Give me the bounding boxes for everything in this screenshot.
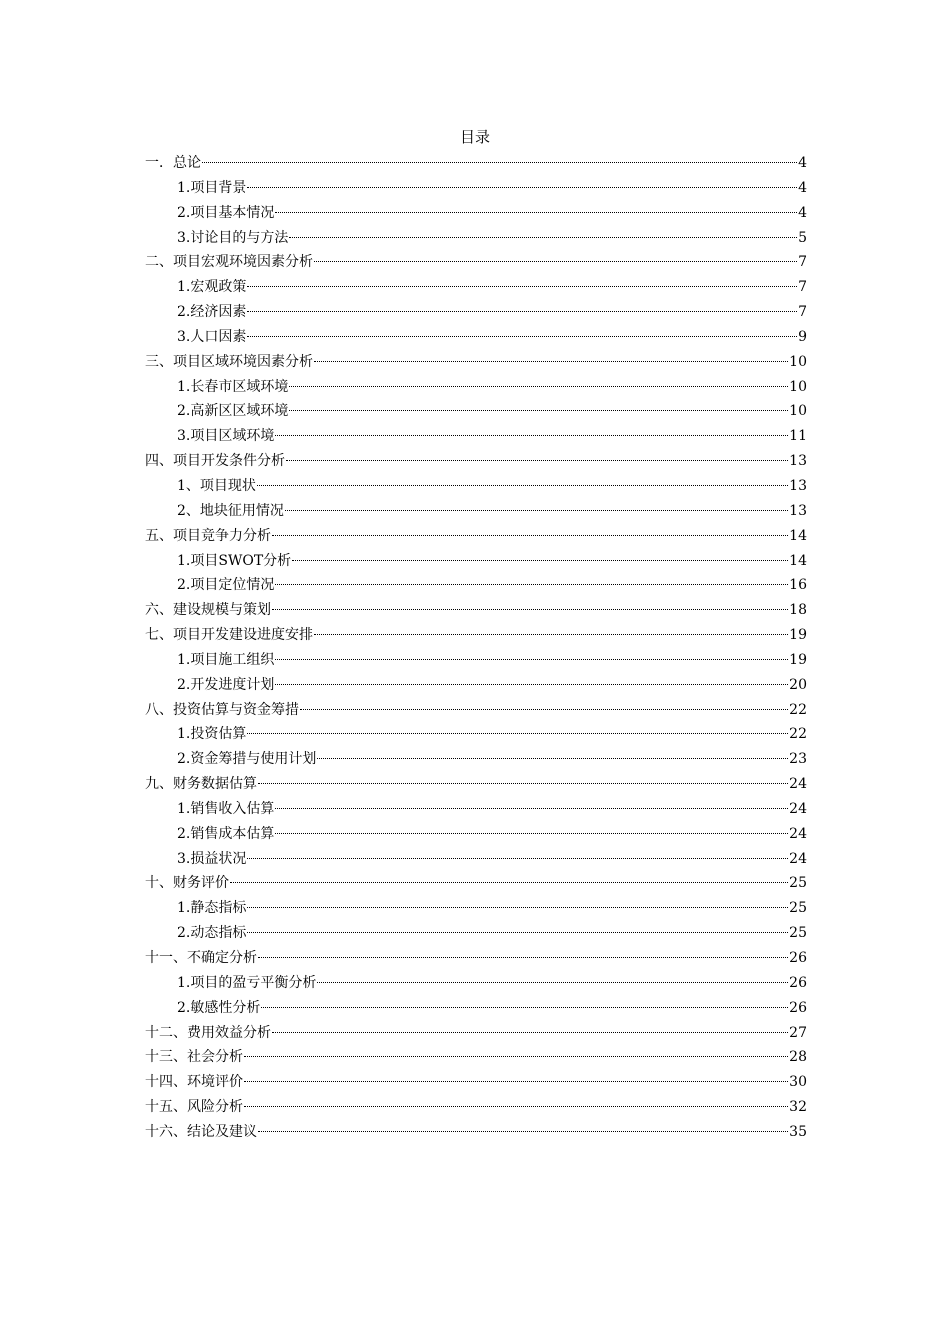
toc-entry-page-number: 22 [789, 701, 807, 718]
toc-entry-page-number: 26 [789, 974, 807, 991]
toc-entry[interactable] [145, 524, 807, 549]
toc-entry[interactable] [145, 797, 807, 822]
toc-leader-dots [258, 783, 788, 784]
toc-entry-label: 2.项目定位情况 [177, 577, 275, 594]
toc-entry-page-number: 22 [789, 726, 807, 743]
toc-entry[interactable] [145, 1120, 807, 1145]
toc-entry[interactable] [145, 772, 807, 797]
toc-entry-page-number: 4 [798, 204, 807, 221]
toc-leader-dots [244, 1106, 788, 1107]
toc-entry-page-number: 30 [789, 1074, 807, 1091]
toc-leader-dots [314, 261, 797, 262]
toc-entry-label: 2.资金筹措与使用计划 [177, 751, 317, 768]
toc-entry-label: 2.销售成本估算 [177, 825, 275, 842]
toc-entry-label: 1.静态指标 [177, 900, 247, 917]
toc-entry-page-number: 19 [789, 651, 807, 668]
toc-entry[interactable] [145, 722, 807, 747]
toc-leader-dots [275, 212, 797, 213]
toc-leader-dots [247, 858, 788, 859]
toc-entry-label: 3.人口因素 [177, 328, 247, 345]
toc-leader-dots [286, 460, 788, 461]
toc-leader-dots [258, 1131, 788, 1132]
toc-entry-label: 1.项目SWOT分析 [177, 552, 292, 569]
table-of-contents [145, 151, 807, 1145]
toc-entry-label: 三、项目区域环境因素分析 [145, 353, 313, 370]
toc-entry-label: 1.项目施工组织 [177, 651, 275, 668]
toc-entry-label: 九、财务数据估算 [145, 776, 257, 793]
toc-entry[interactable] [145, 1045, 807, 1070]
toc-entry-page-number: 7 [798, 254, 807, 271]
toc-entry-page-number: 18 [789, 602, 807, 619]
toc-entry-page-number: 13 [789, 502, 807, 519]
toc-leader-dots [247, 733, 788, 734]
toc-entry[interactable] [145, 424, 807, 449]
toc-entry[interactable] [145, 549, 807, 574]
toc-entry-page-number: 26 [789, 950, 807, 966]
toc-entry[interactable] [145, 847, 807, 872]
toc-entry[interactable] [145, 673, 807, 698]
toc-leader-dots [285, 510, 788, 511]
toc-entry[interactable] [145, 648, 807, 673]
toc-entry-page-number: 25 [789, 900, 807, 917]
toc-entry-label: 3.项目区域环境 [177, 428, 275, 445]
toc-entry-label: 1.长春市区域环境 [177, 378, 289, 395]
toc-entry-label: 1.宏观政策 [177, 279, 247, 296]
toc-leader-dots [261, 1007, 788, 1008]
toc-entry[interactable] [145, 822, 807, 847]
toc-entry[interactable] [145, 698, 807, 723]
toc-leader-dots [272, 1032, 788, 1033]
toc-entry-label: 十五、风险分析 [145, 1099, 243, 1116]
toc-entry-page-number: 14 [789, 527, 807, 544]
toc-entry-label: 八、投资估算与资金筹措 [145, 701, 299, 718]
toc-entry[interactable] [145, 275, 807, 300]
toc-entry-label: 五、项目竞争力分析 [145, 527, 271, 544]
toc-leader-dots [275, 684, 788, 685]
toc-entry[interactable] [145, 250, 807, 275]
toc-entry[interactable] [145, 946, 807, 971]
toc-leader-dots [275, 808, 788, 809]
toc-entry-label: 六、建设规模与策划 [145, 602, 271, 619]
toc-entry-page-number: 10 [789, 378, 807, 395]
toc-entry-label: 四、项目开发条件分析 [145, 453, 285, 470]
toc-leader-dots [289, 410, 788, 411]
toc-entry[interactable] [145, 226, 807, 251]
toc-entry-page-number: 26 [789, 999, 807, 1016]
toc-entry-label: 十三、社会分析 [145, 1049, 243, 1066]
toc-leader-dots [247, 932, 788, 933]
toc-entry-page-number: 4 [798, 155, 807, 171]
toc-leader-dots [292, 560, 788, 561]
toc-leader-dots [275, 833, 788, 834]
toc-entry-label: 2.开发进度计划 [177, 676, 275, 693]
toc-entry-page-number: 19 [789, 627, 807, 644]
toc-entry-page-number: 25 [789, 875, 807, 892]
toc-entry-label: 2.经济因素 [177, 304, 247, 321]
toc-entry-label: 一．总论 [145, 155, 201, 171]
toc-leader-dots [314, 361, 788, 362]
toc-entry-page-number: 24 [789, 800, 807, 817]
toc-entry-label: 二、项目宏观环境因素分析 [145, 254, 313, 271]
toc-entry-page-number: 7 [798, 304, 807, 321]
toc-leader-dots [289, 386, 788, 387]
toc-entry[interactable] [145, 474, 807, 499]
toc-entry[interactable] [145, 325, 807, 350]
toc-entry-page-number: 16 [789, 577, 807, 594]
toc-entry-page-number: 35 [789, 1123, 807, 1140]
toc-leader-dots [247, 907, 788, 908]
toc-entry-page-number: 4 [798, 179, 807, 196]
toc-entry-label: 1.项目背景 [177, 179, 247, 196]
toc-entry-page-number: 5 [798, 229, 807, 246]
toc-entry-page-number: 24 [789, 776, 807, 793]
toc-entry[interactable] [145, 971, 807, 996]
toc-leader-dots [244, 1056, 788, 1057]
toc-entry-label: 十二、费用效益分析 [145, 1024, 271, 1041]
toc-leader-dots [275, 435, 788, 436]
toc-entry[interactable] [145, 573, 807, 598]
toc-entry-label: 3.讨论目的与方法 [177, 229, 289, 246]
toc-leader-dots [258, 957, 788, 958]
toc-entry[interactable] [145, 151, 807, 176]
toc-entry-page-number: 9 [798, 328, 807, 345]
toc-entry-page-number: 11 [789, 428, 807, 445]
toc-entry-label: 2.高新区区域环境 [177, 403, 289, 420]
toc-entry[interactable] [145, 375, 807, 400]
toc-leader-dots [230, 882, 788, 883]
toc-entry[interactable] [145, 201, 807, 226]
toc-leader-dots [275, 584, 788, 585]
toc-entry[interactable] [145, 1021, 807, 1046]
toc-entry[interactable] [145, 449, 807, 474]
toc-leader-dots [272, 535, 788, 536]
toc-entry[interactable] [145, 1095, 807, 1120]
toc-entry-label: 十、财务评价 [145, 875, 229, 892]
toc-entry[interactable] [145, 350, 807, 375]
toc-entry[interactable] [145, 623, 807, 648]
toc-entry-page-number: 25 [789, 925, 807, 942]
toc-entry-page-number: 14 [789, 552, 807, 569]
toc-entry[interactable] [145, 499, 807, 524]
toc-entry-page-number: 24 [789, 825, 807, 842]
toc-entry[interactable] [145, 1070, 807, 1095]
toc-entry-label: 十一、不确定分析 [145, 950, 257, 966]
toc-leader-dots [289, 237, 797, 238]
toc-leader-dots [317, 758, 788, 759]
toc-entry-page-number: 27 [789, 1024, 807, 1041]
toc-leader-dots [314, 634, 788, 635]
toc-entry-page-number: 13 [789, 477, 807, 494]
toc-entry[interactable] [145, 996, 807, 1021]
toc-entry-page-number: 10 [789, 353, 807, 370]
toc-entry[interactable] [145, 399, 807, 424]
toc-entry-label: 十六、结论及建议 [145, 1123, 257, 1140]
toc-entry[interactable] [145, 300, 807, 325]
toc-entry-label: 七、项目开发建设进度安排 [145, 627, 313, 644]
toc-entry-label: 2.敏感性分析 [177, 999, 261, 1016]
toc-entry[interactable] [145, 871, 807, 896]
toc-entry-label: 1.投资估算 [177, 726, 247, 743]
toc-entry[interactable] [145, 921, 807, 946]
toc-entry-label: 3.损益状况 [177, 850, 247, 867]
toc-entry[interactable] [145, 747, 807, 772]
toc-entry-page-number: 13 [789, 453, 807, 470]
toc-leader-dots [272, 609, 788, 610]
toc-leader-dots [300, 709, 788, 710]
toc-entry-page-number: 20 [789, 676, 807, 693]
toc-entry-label: 1.销售收入估算 [177, 800, 275, 817]
toc-leader-dots [247, 187, 797, 188]
toc-entry-page-number: 23 [789, 751, 807, 768]
toc-title: 目录 [459, 128, 490, 146]
toc-leader-dots [317, 982, 788, 983]
toc-entry-page-number: 10 [789, 403, 807, 420]
toc-entry-page-number: 32 [789, 1099, 807, 1116]
toc-leader-dots [247, 286, 797, 287]
toc-leader-dots [257, 485, 788, 486]
toc-entry-page-number: 28 [789, 1049, 807, 1066]
toc-entry[interactable] [145, 896, 807, 921]
toc-entry-label: 十四、环境评价 [145, 1074, 243, 1091]
toc-entry-label: 1、项目现状 [177, 477, 256, 494]
toc-entry-label: 2.项目基本情况 [177, 204, 275, 221]
toc-entry-page-number: 24 [789, 850, 807, 867]
toc-leader-dots [244, 1081, 788, 1082]
toc-leader-dots [247, 311, 797, 312]
toc-leader-dots [202, 162, 797, 163]
toc-entry-label: 2.动态指标 [177, 925, 247, 942]
toc-entry[interactable] [145, 598, 807, 623]
toc-leader-dots [247, 336, 797, 337]
toc-leader-dots [275, 659, 788, 660]
toc-entry-label: 1.项目的盈亏平衡分析 [177, 974, 317, 991]
toc-entry-page-number: 7 [798, 279, 807, 296]
toc-entry-label: 2、地块征用情况 [177, 502, 284, 519]
toc-entry[interactable] [145, 176, 807, 201]
